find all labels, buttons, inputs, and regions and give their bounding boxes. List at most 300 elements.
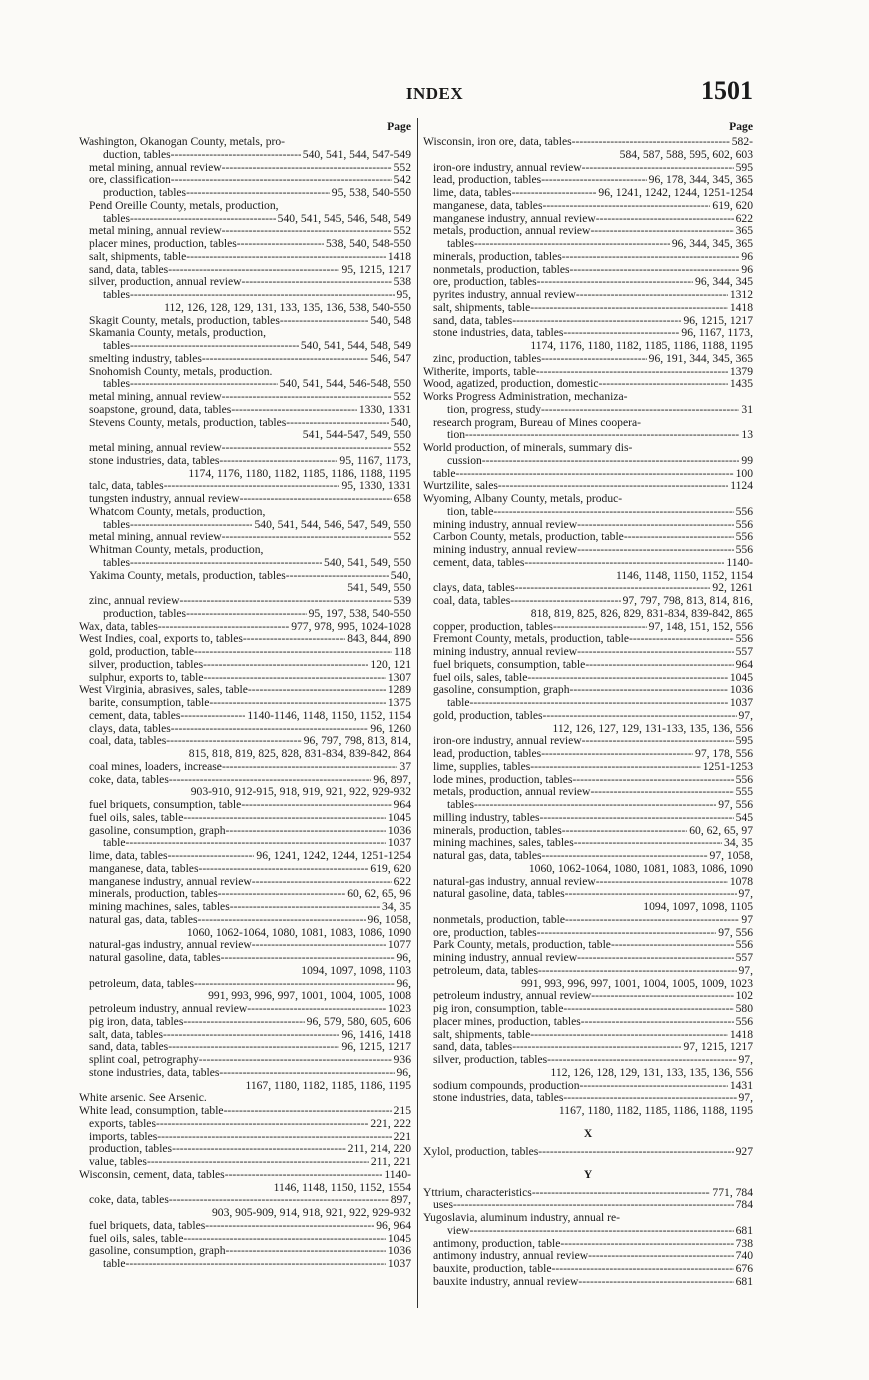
- index-entry: [423, 850, 753, 863]
- index-entry: [79, 149, 411, 162]
- entry-term: gold, production, tables: [433, 709, 543, 722]
- entry-pages: 97, 797, 798, 813, 814, 816,: [622, 595, 753, 607]
- entry-term: manganese industry, annual review: [89, 875, 252, 888]
- entry-term: World production, of minerals, summary dis-: [423, 442, 633, 454]
- index-entry: [79, 646, 411, 659]
- entry-pages: 681: [735, 1275, 753, 1288]
- entry-term: value, tables: [89, 1156, 147, 1168]
- leader-dots: [563, 1092, 753, 1104]
- entry-pages: 211, 221: [370, 1156, 411, 1168]
- entry-pages: 545: [735, 811, 753, 824]
- entry-pages: 540,: [390, 416, 411, 429]
- entry-term: fuel oils, sales, table: [89, 811, 184, 824]
- entry-term: nonmetals, production, table: [433, 913, 566, 926]
- entry-term: fuel briquets, data, tables: [89, 1219, 206, 1232]
- entry-term: lode mines, production, tables: [433, 773, 573, 786]
- entry-pages: 97, 556: [718, 799, 753, 811]
- index-entry: [423, 990, 753, 1003]
- leader-dots: [126, 1258, 411, 1270]
- entry-pages: 1435: [729, 378, 753, 391]
- entry-pages: 1307: [387, 671, 411, 684]
- entry-term: soapstone, ground, data, tables: [89, 403, 232, 416]
- entry-term: sand, data, tables: [89, 263, 169, 276]
- entry-term: production, tables: [103, 607, 187, 620]
- entry-term: tables: [447, 799, 475, 811]
- index-entry: [79, 315, 411, 328]
- index-entry: [423, 1003, 753, 1016]
- entry-pages: 556: [735, 518, 753, 531]
- index-entry: [79, 480, 411, 493]
- index-entry: [423, 1238, 753, 1251]
- right-page-label: Page: [729, 120, 753, 133]
- index-entry: [423, 162, 753, 175]
- index-entry: [423, 264, 753, 277]
- index-entry: [423, 531, 753, 544]
- entry-term: ore, classification: [89, 174, 171, 187]
- entry-pages: 1078: [729, 875, 753, 888]
- index-entry: [423, 1276, 753, 1289]
- index-entry: [423, 366, 753, 379]
- right-entry-list: [423, 136, 753, 1289]
- index-entry: [423, 378, 753, 391]
- leader-dots: [565, 888, 753, 900]
- entry-term: White lead, consumption, table: [79, 1105, 224, 1117]
- leader-dots: [222, 442, 411, 454]
- entry-pages: 1174, 1176, 1180, 1182, 1185, 1186, 1188, 1195: [188, 467, 411, 480]
- entry-term: gold, production, table: [89, 646, 194, 658]
- entry-term: research program, Bureau of Mines coopera-: [433, 416, 641, 429]
- entry-pages: 1140-1146, 1148, 1150, 1152, 1154: [247, 709, 411, 722]
- index-entry-continuation: [79, 1207, 411, 1220]
- entry-term: sodium compounds, production: [433, 1079, 580, 1092]
- entry-term: fuel oils, sales, table: [89, 1232, 184, 1245]
- index-entry: [423, 748, 753, 761]
- entry-term: Fremont County, metals, production, table: [433, 633, 629, 646]
- leader-dots: [194, 978, 411, 990]
- left-page-label: Page: [387, 120, 411, 133]
- entry-term: Whitman County, metals, production,: [89, 544, 264, 556]
- entry-pages: 556: [735, 505, 753, 518]
- entry-pages: 97, 178, 556: [695, 748, 753, 760]
- entry-term: splint coal, petrography: [89, 1054, 199, 1066]
- entry-term: clays, data, tables: [89, 722, 171, 735]
- index-entry: [79, 850, 411, 863]
- entry-pages: 540, 541, 545, 546, 548, 549: [277, 212, 411, 225]
- entry-term: Park County, metals, production, table: [433, 939, 611, 952]
- entry-term: mining industry, annual review: [433, 544, 578, 556]
- entry-term: manganese, data, tables: [433, 199, 543, 212]
- entry-pages: 96, 1241, 1242, 1244, 1251-1254: [598, 187, 753, 199]
- entry-pages: 1045: [729, 671, 753, 684]
- index-entry: [423, 391, 753, 404]
- leader-dots: [183, 812, 411, 824]
- index-entry: [79, 684, 411, 697]
- entry-term: petroleum industry, annual review: [89, 1003, 248, 1015]
- entry-pages: 97: [741, 913, 753, 926]
- leader-dots: [126, 837, 411, 849]
- leader-dots: [493, 506, 753, 518]
- index-entry: [79, 404, 411, 417]
- entry-term: bauxite, production, table: [433, 1263, 552, 1275]
- leader-dots: [581, 1016, 753, 1028]
- index-entry: [423, 633, 753, 646]
- index-entry: [423, 1080, 753, 1093]
- entry-pages: 97,: [738, 709, 753, 722]
- leader-dots: [570, 684, 753, 696]
- entry-term: West Virginia, abrasives, sales, table: [79, 684, 248, 697]
- entry-pages: 1418: [729, 1028, 753, 1041]
- entry-term: tables: [447, 238, 475, 250]
- entry-pages: 96,: [396, 977, 411, 990]
- index-entry: [423, 1054, 753, 1067]
- entry-pages: 211, 214, 220: [347, 1143, 411, 1156]
- entry-term: table: [103, 1258, 126, 1270]
- entry-term: stone industries, data, tables: [89, 454, 220, 467]
- index-entry-continuation: [423, 863, 753, 876]
- entry-term: antimony, production, table: [433, 1237, 561, 1250]
- entry-pages: 1077: [387, 939, 411, 952]
- page-number: 1501: [701, 76, 753, 105]
- entry-pages: 556: [735, 544, 753, 556]
- index-entry: [423, 276, 753, 289]
- entry-pages: 580: [735, 1003, 753, 1015]
- entry-pages: 34, 35: [724, 837, 753, 850]
- entry-pages: 1330, 1331: [358, 403, 411, 416]
- leader-dots: [222, 761, 411, 773]
- entry-term: tion, table: [447, 505, 494, 518]
- entry-pages: 13: [741, 429, 753, 442]
- index-entry: [79, 774, 411, 787]
- entry-term: production, tables: [89, 1143, 173, 1156]
- entry-pages: 95, 1330, 1331: [341, 480, 411, 493]
- entry-term: manganese industry, annual review: [433, 212, 596, 225]
- index-entry-continuation: [423, 1067, 753, 1080]
- entry-pages: 118: [394, 646, 411, 658]
- entry-term: Carbon County, metals, production, table: [433, 531, 624, 544]
- index-entry: [79, 442, 411, 455]
- leader-dots: [157, 1131, 411, 1143]
- entry-pages: 964: [393, 799, 411, 811]
- entry-pages: 738: [735, 1237, 753, 1250]
- index-entry: [423, 774, 753, 787]
- entry-term: production, tables: [103, 187, 187, 199]
- index-entry: [79, 952, 411, 965]
- entry-pages: 96, 191, 344, 345, 365: [648, 352, 753, 365]
- entry-term: Skamania County, metals, production,: [89, 327, 266, 340]
- leader-dots: [222, 391, 411, 403]
- entry-pages: 1036: [729, 684, 753, 697]
- entry-pages: 95,: [396, 289, 411, 301]
- index-entry: [423, 825, 753, 838]
- entry-term: Wurtzilite, sales: [423, 480, 498, 493]
- leader-dots: [582, 162, 753, 174]
- entry-pages: 541, 549, 550: [347, 582, 411, 595]
- leader-dots: [222, 531, 411, 543]
- entry-pages: 100: [735, 467, 753, 480]
- entry-pages: 1060, 1062-1064, 1080, 1081, 1083, 1086, 1090: [528, 862, 753, 875]
- index-entry: [79, 1029, 411, 1042]
- leader-dots: [611, 939, 753, 951]
- entry-term: minerals, production, tables: [89, 888, 218, 901]
- index-entry: [79, 276, 411, 289]
- index-entry: [79, 264, 411, 277]
- index-entry-continuation: [423, 723, 753, 736]
- entry-pages: 1036: [387, 824, 411, 837]
- entry-pages: 1431: [729, 1079, 753, 1092]
- entry-term: iron-ore industry, annual review: [433, 735, 582, 748]
- index-entry: [423, 735, 753, 748]
- index-entry: [423, 200, 753, 213]
- leader-dots: [470, 1225, 753, 1237]
- leader-dots: [547, 1054, 753, 1066]
- entry-pages: 897,: [390, 1194, 411, 1207]
- index-entry: [79, 837, 411, 850]
- entry-term: lime, data, tables: [89, 850, 168, 862]
- entry-term: imports, tables: [89, 1130, 158, 1143]
- index-entry: [423, 468, 753, 481]
- entry-pages: 95, 197, 538, 540-550: [308, 607, 411, 620]
- entry-term: view: [447, 1224, 470, 1237]
- entry-pages: 1289: [387, 684, 411, 697]
- entry-term: Whatcom County, metals, production,: [89, 505, 266, 518]
- index-entry: [79, 1169, 411, 1182]
- index-entry: [79, 531, 411, 544]
- leader-dots: [576, 289, 753, 301]
- entry-term: tables: [103, 518, 131, 531]
- leader-dots: [474, 799, 753, 811]
- entry-term: silver, production, annual review: [89, 276, 242, 289]
- entry-pages: 102: [735, 990, 753, 1003]
- entry-pages: 991, 993, 996, 997, 1001, 1004, 1005, 1008: [208, 990, 411, 1003]
- entry-pages: 1167, 1180, 1182, 1185, 1186, 1188, 1195: [558, 1105, 753, 1117]
- entry-pages: 1045: [387, 811, 411, 824]
- entry-term: salt, data, tables: [89, 1028, 164, 1041]
- entry-term: fuel briquets, consumption, table: [89, 799, 242, 811]
- entry-pages: 215: [393, 1105, 411, 1117]
- entry-pages: 552: [393, 391, 411, 403]
- entry-pages: 96, 1215, 1217: [341, 1041, 411, 1054]
- leader-dots: [186, 251, 411, 263]
- entry-pages: 95, 1215, 1217: [341, 263, 411, 276]
- entry-pages: 96, 344, 345: [695, 276, 753, 289]
- index-entry: [423, 799, 753, 812]
- entry-term: exports, tables: [89, 1117, 156, 1130]
- entry-term: petroleum, data, tables: [89, 977, 194, 990]
- entry-pages: 991, 993, 996, 997, 1001, 1004, 1005, 1009, 1023: [521, 977, 753, 990]
- entry-pages: 540, 548: [370, 314, 411, 327]
- index-entry: [423, 914, 753, 927]
- entry-term: lead, production, tables: [433, 748, 542, 760]
- index-entry: [79, 519, 411, 532]
- index-entry: [79, 1041, 411, 1054]
- entry-pages: 582-: [731, 136, 753, 148]
- leader-dots: [199, 1054, 411, 1066]
- leader-dots: [577, 544, 753, 556]
- section-letter: X: [583, 1126, 593, 1140]
- entry-term: Pend Oreille County, metals, production,: [89, 199, 279, 212]
- index-entry: [423, 557, 753, 570]
- entry-pages: 99: [741, 454, 753, 467]
- index-entry: [423, 1199, 753, 1212]
- entry-pages: 538: [393, 276, 411, 289]
- entry-term: metals, production, annual review: [433, 786, 591, 799]
- index-entry: [79, 735, 411, 748]
- entry-pages: 1418: [387, 250, 411, 263]
- entry-pages: 96, 1416, 1418: [341, 1028, 411, 1041]
- index-entry: [79, 1131, 411, 1144]
- entry-pages: 556: [735, 633, 753, 646]
- entry-pages: 96,: [396, 952, 411, 964]
- left-entry-list: [79, 136, 411, 1271]
- index-entry: [423, 493, 753, 506]
- index-entry-continuation: [423, 149, 753, 162]
- entry-pages: 1124: [730, 480, 753, 493]
- section-letter: Y: [583, 1167, 593, 1181]
- entry-term: coal, data, tables: [89, 735, 167, 748]
- index-entry: [79, 506, 411, 519]
- entry-pages: 96, 1167, 1173,: [681, 327, 753, 340]
- entry-pages: 540, 541, 544, 546, 547, 549, 550: [254, 518, 411, 531]
- index-entry: [79, 1016, 411, 1029]
- leader-dots: [222, 162, 411, 174]
- entry-pages: 556: [735, 939, 753, 952]
- entry-pages: 1094, 1097, 1098, 1103: [301, 964, 411, 977]
- entry-pages: 97, 556: [718, 926, 753, 939]
- entry-term: tables: [103, 212, 131, 225]
- entry-pages: 546, 547: [370, 352, 411, 365]
- index-entry: [423, 480, 753, 493]
- index-entry: [423, 327, 753, 340]
- leader-dots: [572, 136, 753, 148]
- leader-dots: [541, 404, 753, 416]
- entry-pages: 97, 148, 151, 152, 556: [648, 620, 753, 633]
- index-entry: [79, 187, 411, 200]
- index-entry: [79, 417, 411, 430]
- entry-term: uses: [433, 1199, 453, 1212]
- entry-pages: 676: [735, 1263, 753, 1275]
- index-entry: [79, 366, 411, 379]
- leader-dots: [498, 480, 753, 492]
- index-entry: [79, 1233, 411, 1246]
- entry-term: mining machines, sales, tables: [89, 901, 230, 913]
- index-entry: [79, 595, 411, 608]
- entry-pages: 96, 897,: [373, 773, 411, 786]
- leader-dots: [179, 595, 411, 607]
- leader-dots: [538, 1146, 753, 1158]
- entry-term: mining industry, annual review: [433, 952, 578, 964]
- leader-dots: [252, 876, 411, 888]
- entry-term: Yttrium, characteristics: [423, 1186, 532, 1199]
- entry-pages: 540, 541, 549, 550: [324, 556, 411, 569]
- entry-term: metals, production, annual review: [433, 225, 591, 238]
- entry-term: Yakima County, metals, production, tables: [89, 569, 286, 582]
- entry-term: Stevens County, metals, production, tables: [89, 416, 287, 429]
- entry-term: stone industries, data, tables: [89, 1066, 220, 1079]
- entry-pages: 1037: [729, 697, 753, 709]
- entry-pages: 97,: [738, 964, 753, 977]
- index-entry: [423, 174, 753, 187]
- index-entry-continuation: [79, 786, 411, 799]
- index-entry: [423, 429, 753, 442]
- entry-pages: 815, 818, 819, 825, 828, 831-834, 839-842, 864: [188, 748, 411, 760]
- leader-dots: [240, 493, 411, 505]
- index-entry: [79, 659, 411, 672]
- index-entry: [79, 353, 411, 366]
- entry-term: antimony industry, annual review: [433, 1250, 589, 1263]
- index-entry-continuation: [79, 990, 411, 1003]
- entry-pages: 221, 222: [370, 1117, 411, 1130]
- entry-pages: 595: [735, 735, 753, 748]
- entry-term: minerals, production, tables: [433, 824, 562, 837]
- entry-term: pig iron, data, tables: [89, 1015, 184, 1028]
- entry-pages: 1140-: [726, 556, 753, 569]
- entry-pages: 97,: [738, 1054, 753, 1066]
- leader-dots: [171, 174, 411, 186]
- entry-pages: 96, 344, 345, 365: [671, 238, 753, 250]
- index-entry: [79, 888, 411, 901]
- index-entry: [423, 1146, 753, 1159]
- index-entry: [79, 238, 411, 251]
- entry-term: stone industries, data, tables: [433, 1092, 564, 1105]
- index-entry: [423, 582, 753, 595]
- index-entry: [423, 136, 753, 149]
- leader-dots: [582, 735, 753, 747]
- leader-dots: [130, 289, 411, 301]
- leader-dots: [241, 799, 411, 811]
- entry-term: Skagit County, metals, production, tables: [89, 314, 280, 327]
- entry-pages: 96, 1260: [370, 722, 411, 735]
- entry-term: tables: [103, 289, 131, 301]
- index-entry-continuation: [79, 429, 411, 442]
- index-entry: [423, 417, 753, 430]
- index-entry: [423, 786, 753, 799]
- entry-pages: 681: [735, 1224, 753, 1237]
- entry-pages: 540, 541, 544, 548, 549: [300, 340, 411, 352]
- entry-term: milling industry, tables: [433, 811, 540, 824]
- leader-dots: [482, 455, 753, 467]
- entry-pages: 37: [399, 760, 411, 773]
- entry-term: natural gasoline, data, tables: [433, 888, 565, 901]
- entry-pages: 658: [393, 493, 411, 505]
- entry-pages: 1023: [387, 1003, 411, 1015]
- index-entry: [79, 557, 411, 570]
- entry-term: smelting industry, tables: [89, 352, 202, 365]
- entry-term: natural gas, data, tables: [89, 913, 198, 926]
- index-entry: [79, 174, 411, 187]
- index-entry: [79, 672, 411, 685]
- index-entry: [423, 225, 753, 238]
- entry-term: mining industry, annual review: [433, 646, 578, 658]
- entry-pages: 96, 1241, 1242, 1244, 1251-1254: [256, 850, 411, 862]
- entry-term: natural gasoline, data, tables: [89, 952, 221, 964]
- entry-pages: 936: [393, 1054, 411, 1066]
- leader-dots: [538, 965, 753, 977]
- leader-dots: [527, 672, 753, 684]
- entry-term: lime, data, tables: [433, 187, 512, 199]
- leader-dots: [577, 952, 753, 964]
- entry-pages: 1146, 1148, 1150, 1152, 1554: [273, 1181, 411, 1194]
- leader-dots: [578, 1276, 753, 1288]
- entry-term: ore, production, tables: [433, 276, 537, 289]
- entry-pages: 34, 35: [382, 901, 411, 913]
- index-entry: [423, 442, 753, 455]
- index-entry: [423, 1250, 753, 1263]
- entry-pages: 541, 544-547, 549, 550: [302, 429, 411, 442]
- entry-term: Works Progress Administration, mechaniza-: [423, 391, 628, 403]
- leader-dots: [226, 1245, 411, 1257]
- entry-pages: 31: [741, 403, 753, 416]
- leader-dots: [241, 276, 411, 288]
